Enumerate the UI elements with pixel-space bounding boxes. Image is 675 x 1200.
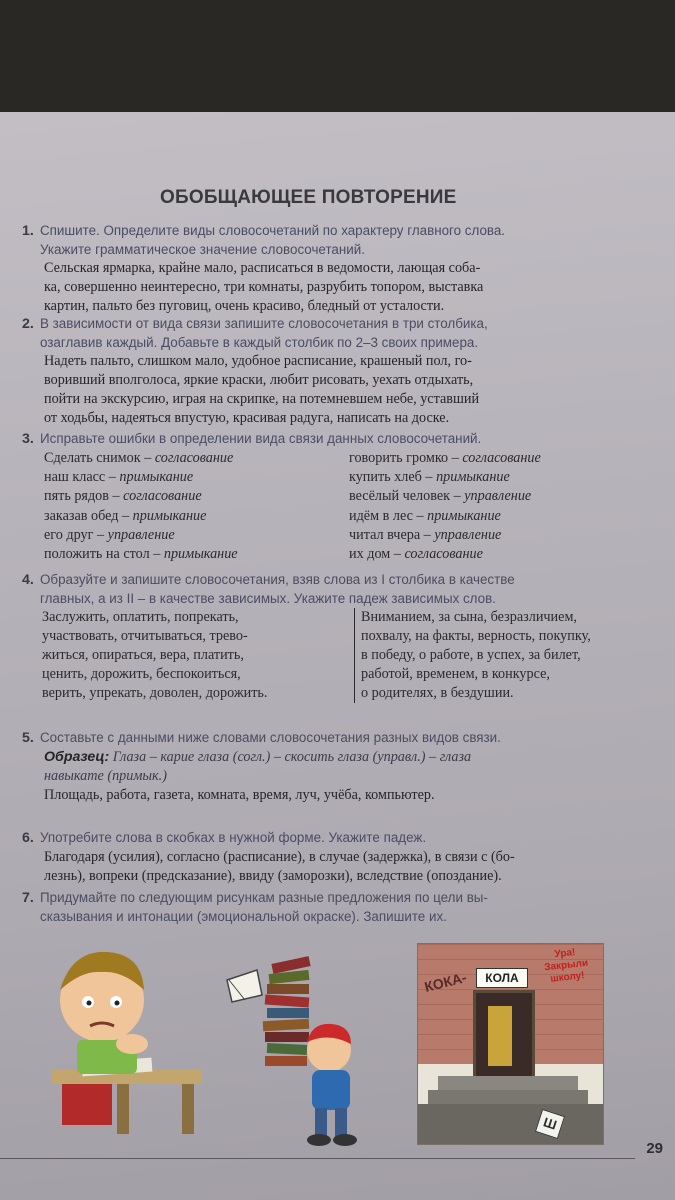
task-2 (22, 315, 662, 428)
body-line: воривший вполголоса, яркие краски, любит рисовать, уехать отдыхать, (44, 372, 474, 388)
task-3 (22, 430, 662, 565)
task-instruction (40, 571, 662, 608)
task-instruction: Употребите слова в скобках в нужной форме. Укажите падеж. (40, 830, 427, 845)
body-line: пойти на экскурсию, играя на скрипке, на потемневшем небе, уставший (44, 391, 480, 407)
instruction-line: озаглавив каждый. Добавьте в каждый столбик по 2–3 своих примера. (40, 334, 479, 350)
task-instruction: Исправьте ошибки в определении вида связи данных словосочетаний. (40, 431, 482, 446)
body-line: картин, пальто без пуговиц, очень красиво, бледный от усталости. (44, 298, 445, 314)
phrase-row: Сделать снимок – согласование (44, 449, 234, 466)
column-dependent-words: Вниманием, за сына, безразличием, похвалу, на факты, верность, покупку, в победу, о работе, в успех, за билет, работой, временем, в конкурсе, о родителях, в бездушии. (361, 609, 591, 701)
body-line: Надеть пальто, слишком мало, удобное расписание, крашеный пол, го- (44, 353, 472, 369)
task-number: 1. (22, 223, 34, 239)
task-number: 4. (22, 572, 34, 588)
task-number: 2. (22, 316, 34, 332)
section-title: ОБОБЩАЮЩЕЕ ПОВТОРЕНИЕ (160, 187, 457, 208)
task-sample: Образец: Глаза – карие глаза (согл.) – скосить глаза (управл.) – глаза навыкате (примык.) Площадь, работа, газета, комната, время, луч, учёба, компьютер. (44, 748, 662, 805)
task-instruction: Придумайте по следующим рисункам разные предложения по цели вы- сказывания и интонации (эмоциональной окраске). Запишите их. (40, 890, 488, 924)
task-instruction (40, 222, 662, 259)
phrase-row: весёлый человек – управление (349, 488, 532, 505)
phrase-row: положить на стол – примыкание (44, 546, 238, 563)
instruction-line: Спишите. Определите виды словосочетаний по характеру главного слова. (40, 223, 506, 238)
poster: Ура! Закрыли школу! (543, 947, 589, 985)
task-5 (22, 729, 662, 805)
task-instruction: Составьте с данными ниже словами словосочетания разных видов связи. (40, 730, 501, 745)
body-line: Сельская ярмарка, крайне мало, расписаться в ведомости, лающая соба- (44, 260, 481, 276)
phrase-row: их дом – согласование (349, 546, 483, 563)
task-body: Благодаря (усилия), согласно (расписание), в случае (задержка), в связи с (бо- лезнь), вопреки (предсказание), ввиду (заморозки), вследствие (опоздание). (44, 848, 515, 884)
task-4 (22, 571, 662, 703)
illustrations (22, 940, 642, 1150)
instruction-line: В зависимости от вида связи запишите словосочетания в три столбика, (40, 316, 488, 331)
page-footer-rule (0, 1158, 635, 1159)
task-number: 5. (22, 730, 34, 746)
picture-closed-school (417, 943, 604, 1145)
task-6 (22, 829, 662, 886)
task-number: 3. (22, 431, 34, 447)
body-line: ка, совершенно неинтересно, три комнаты, разрубить топором, выставка (44, 279, 484, 295)
phrase-row: его друг – управление (44, 527, 175, 544)
task-body (44, 259, 662, 316)
task-1 (22, 222, 662, 316)
door-light (488, 1006, 512, 1066)
phrase-row: купить хлеб – примыкание (349, 468, 510, 485)
phrase-column-left (44, 449, 349, 565)
body-line: от ходьбы, надеяться впустую, красивая радуга, написать на доске. (44, 410, 450, 426)
task-number: 6. (22, 830, 34, 846)
textbook-page (0, 112, 675, 1200)
phrase-column-right (349, 449, 654, 565)
task-number: 7. (22, 890, 34, 906)
instruction-line: Укажите грамматическое значение словосочетаний. (40, 241, 365, 257)
page-number: 29 (646, 1140, 663, 1157)
wall-graffiti: КОКА- (422, 969, 469, 995)
instruction-line: Образуйте и запишите словосочетания, взяв слова из I столбика в качестве (40, 572, 515, 587)
phrase-row: наш класс – примыкание (44, 468, 194, 485)
phrase-row: заказав обед – примыкание (44, 507, 207, 524)
phrase-row: говорить громко – согласование (349, 449, 541, 466)
task-body (44, 352, 662, 428)
instruction-line: главных, а из II – в качестве зависимых. Укажите падеж зависимых слов. (40, 590, 496, 606)
word-columns (42, 608, 662, 703)
phrase-row: идём в лес – примыкание (349, 507, 501, 524)
task-7 (22, 889, 662, 926)
phrase-row: пять рядов – согласование (44, 488, 202, 505)
task-instruction (40, 315, 662, 352)
door-sign: КОЛА (476, 968, 528, 988)
plaque: Ш (535, 1109, 565, 1139)
picture-bored-boy (22, 940, 212, 1140)
phrase-columns (44, 449, 662, 565)
body-line: Площадь, работа, газета, комната, время, луч, учёба, компьютер. (44, 786, 435, 803)
phrase-row: читал вчера – управление (349, 527, 502, 544)
sample-label: Образец: (44, 748, 110, 765)
picture-boy-with-books (217, 940, 387, 1150)
column-main-words: Заслужить, оплатить, попрекать, участвовать, отчитываться, трево- житься, опираться, вера, платить, ценить, дорожить, беспокоиться, верить, упрекать, доволен, дорожить. (42, 608, 355, 703)
